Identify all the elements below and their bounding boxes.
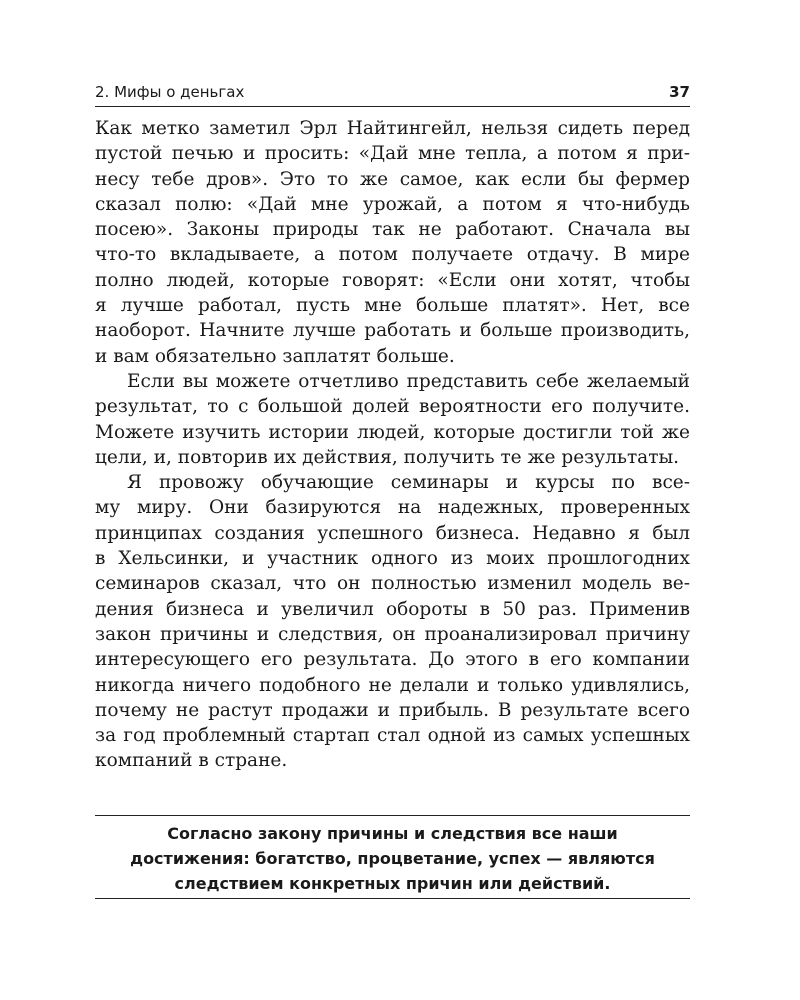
text-line: му миру. Они базируются на надежных, проверенных — [95, 497, 690, 519]
body-text — [95, 116, 690, 774]
running-header — [95, 82, 690, 107]
text-line: компаний в стране. — [95, 750, 288, 772]
pull-quote-line: достижения: богатство, процветание, успех — являются — [130, 849, 655, 868]
chapter-title: 2. Мифы о деньгах — [95, 83, 245, 101]
pull-quote-line: следствием конкретных причин или действий. — [174, 874, 611, 893]
text-line: я лучше работал, пусть мне больше платят». Нет, все — [95, 295, 690, 317]
text-line: Если вы можете отчетливо представить себе желаемый — [127, 370, 690, 392]
text-line: интересующего его результата. До этого в его компании — [95, 649, 690, 671]
text-line: что-то вкладываете, а потом получаете отдачу. В мире — [95, 244, 690, 266]
paragraph-1 — [95, 116, 690, 369]
text-line: почему не растут продажи и прибыль. В результате всего — [95, 699, 690, 721]
text-line: несу тебе дров». Это то же самое, как если бы фермер — [95, 168, 690, 190]
text-line: наоборот. Начните лучше работать и больше производить, — [95, 320, 690, 342]
text-line: посею». Законы природы так не работают. Сначала вы — [95, 219, 690, 241]
text-line: никогда ничего подобного не делали и только удивлялись, — [95, 674, 690, 696]
text-line: цели, и, повторив их действия, получить те же результаты. — [95, 446, 680, 468]
text-line: принципах создания успешного бизнеса. Недавно я был — [95, 522, 690, 544]
text-line: результат, то с большой долей вероятности его получите. — [95, 396, 690, 418]
paragraph-3 — [95, 470, 690, 774]
text-line: Можете изучить истории людей, которые достигли той же — [95, 421, 690, 443]
text-line: Как метко заметил Эрл Найтингейл, нельзя сидеть перед — [95, 118, 690, 139]
pull-quote — [95, 815, 690, 899]
text-line: семинаров сказал, что он полностью изменил модель ве- — [95, 573, 690, 595]
text-line: полно людей, которые говорят: «Если они хотят, чтобы — [95, 269, 690, 291]
text-line: закон причины и следствия, он проанализировал причину — [95, 623, 690, 645]
text-line: в Хельсинки, и участник одного из моих прошлогодних — [95, 548, 690, 570]
text-line: за год проблемный стартап стал одной из самых успешных — [95, 725, 690, 747]
page-number: 37 — [669, 83, 690, 101]
paragraph-2 — [95, 369, 690, 470]
text-line: пустой печью и просить: «Дай мне тепла, а потом я при- — [95, 143, 690, 165]
text-line: Я провожу обучающие семинары и курсы по все- — [127, 472, 690, 494]
text-line: сказал полю: «Дай мне урожай, а потом я что-нибудь — [95, 193, 690, 215]
pull-quote-line: Согласно закону причины и следствия все наши — [167, 824, 618, 843]
text-line: и вам обязательно заплатят больше. — [95, 345, 455, 367]
text-line: дения бизнеса и увеличил обороты в 50 раз. Применив — [95, 598, 690, 620]
